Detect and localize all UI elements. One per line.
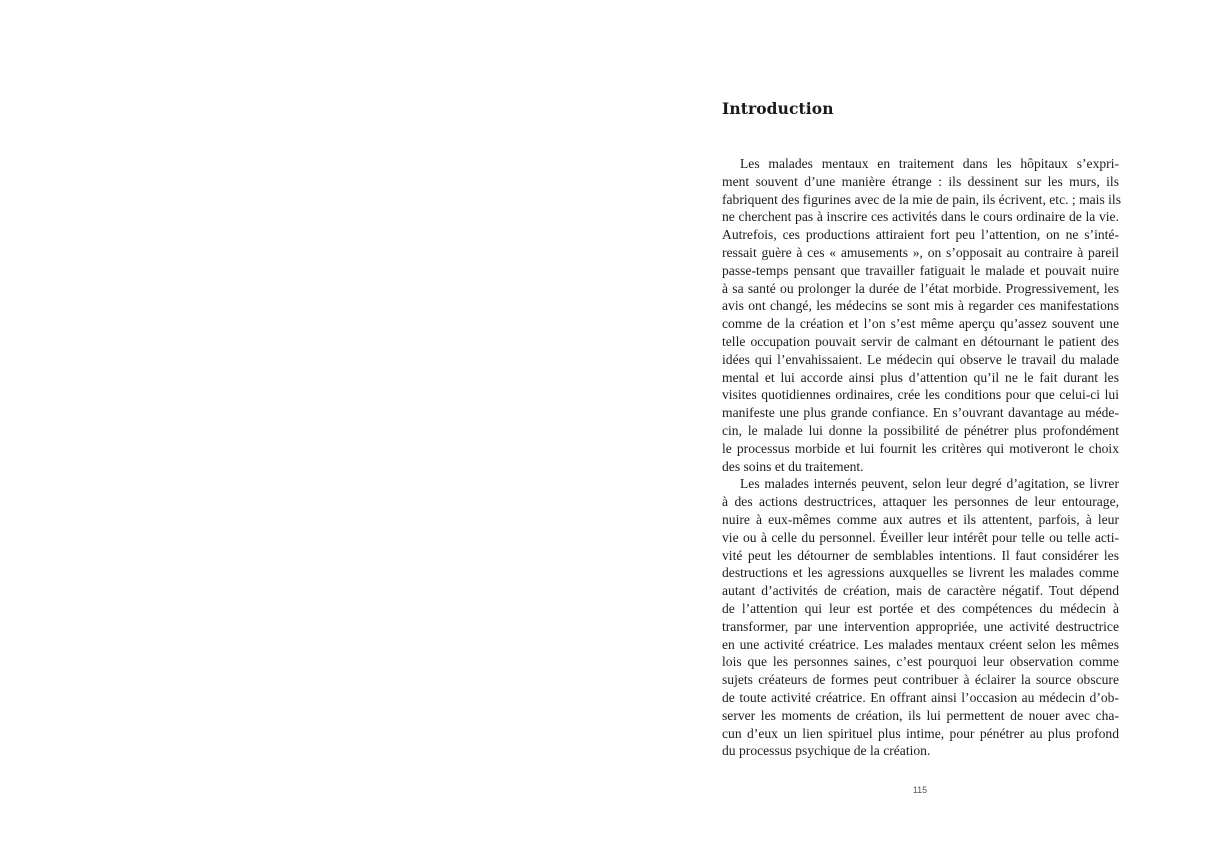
text-line: le processus morbide et lui fournit les critères qui motiveront le choix bbox=[722, 440, 1119, 456]
paragraph bbox=[722, 155, 1119, 475]
text-line: vie ou à celle du personnel. Éveiller leur intérêt pour telle ou telle acti- bbox=[722, 529, 1119, 545]
section-heading: Introduction bbox=[722, 99, 834, 118]
text-line: de toute activité créatrice. En offrant ainsi l’occasion au médecin d’ob- bbox=[722, 689, 1119, 705]
text-line: manifeste une plus grande confiance. En s’ouvrant davantage au méde- bbox=[722, 405, 1119, 421]
text-line: en une activité créatrice. Les malades mentaux créent selon les mêmes bbox=[722, 636, 1119, 652]
text-line: avis ont changé, les médecins se sont mis à regarder ces manifestations bbox=[722, 298, 1119, 314]
text-line: ressait guère à ces « amusements », on s’opposait au contraire à pareil bbox=[722, 244, 1119, 260]
text-line: autant d’activités de création, mais de caractère négatif. Tout dépend bbox=[722, 583, 1119, 599]
text-line: cun d’eux un lien spirituel plus intime, pour pénétrer au plus profond bbox=[722, 725, 1119, 741]
text-line: visites quotidiennes ordinaires, crée les conditions pour que celui-ci lui bbox=[722, 387, 1119, 403]
text-line: à sa santé ou prolonger la durée de l’état morbide. Progressivement, les bbox=[722, 280, 1119, 296]
text-line: comme de la création et l’on s’est même aperçu qu’assez souvent une bbox=[722, 316, 1119, 332]
text-line: Autrefois, ces productions attiraient fort peu l’attention, on ne s’inté- bbox=[722, 227, 1119, 243]
text-line: vité peut les détourner de semblables intentions. Il faut considérer les bbox=[722, 547, 1119, 563]
text-line: destructions et les agressions auxquelles se livrent les malades comme bbox=[722, 565, 1119, 581]
text-line: lois que les personnes saines, c’est pourquoi leur observation comme bbox=[722, 654, 1119, 670]
text-line: Les malades internés peuvent, selon leur degré d’agitation, se livrer bbox=[740, 476, 1119, 492]
text-line: idées qui l’envahissaient. Le médecin qui observe le travail du malade bbox=[722, 351, 1119, 367]
text-line: nuire à eux-mêmes comme aux autres et ils attentent, parfois, à leur bbox=[722, 511, 1119, 527]
text-line: telle occupation pouvait servir de calmant en détournant le patient des bbox=[722, 333, 1119, 349]
text-line: ment souvent d’une manière étrange : ils dessinent sur les murs, ils bbox=[722, 173, 1119, 189]
text-line: de l’attention qui leur est portée et des compétences du médecin à bbox=[722, 600, 1119, 616]
text-line: transformer, par une intervention appropriée, une activité destructrice bbox=[722, 618, 1119, 634]
text-line: sujets créateurs de formes peut contribuer à éclairer la source obscure bbox=[722, 672, 1119, 688]
paragraph bbox=[722, 475, 1119, 760]
text-line: mental et lui accorde ainsi plus d’attention qu’il ne le fait durant les bbox=[722, 369, 1119, 385]
text-line: du processus psychique de la création. bbox=[722, 743, 931, 759]
text-line: ne cherchent pas à inscrire ces activités dans le cours ordinaire de la vie. bbox=[722, 209, 1119, 225]
text-line: fabriquent des figurines avec de la mie de pain, ils écrivent, etc. ; mais ils bbox=[722, 191, 1121, 207]
text-line: Les malades mentaux en traitement dans les hôpitaux s’expri- bbox=[740, 156, 1119, 171]
text-line: server les moments de création, ils lui permettent de nouer avec cha- bbox=[722, 707, 1119, 723]
text-line: cin, le malade lui donne la possibilité de pénétrer plus profondément bbox=[722, 422, 1119, 438]
text-line: à des actions destructrices, attaquer les personnes de leur entourage, bbox=[722, 494, 1119, 510]
text-line: passe-temps pensant que travailler fatiguait le malade et pouvait nuire bbox=[722, 262, 1119, 278]
text-line: des soins et du traitement. bbox=[722, 458, 864, 474]
page-number: 115 bbox=[912, 785, 928, 795]
body-text bbox=[722, 155, 1119, 760]
